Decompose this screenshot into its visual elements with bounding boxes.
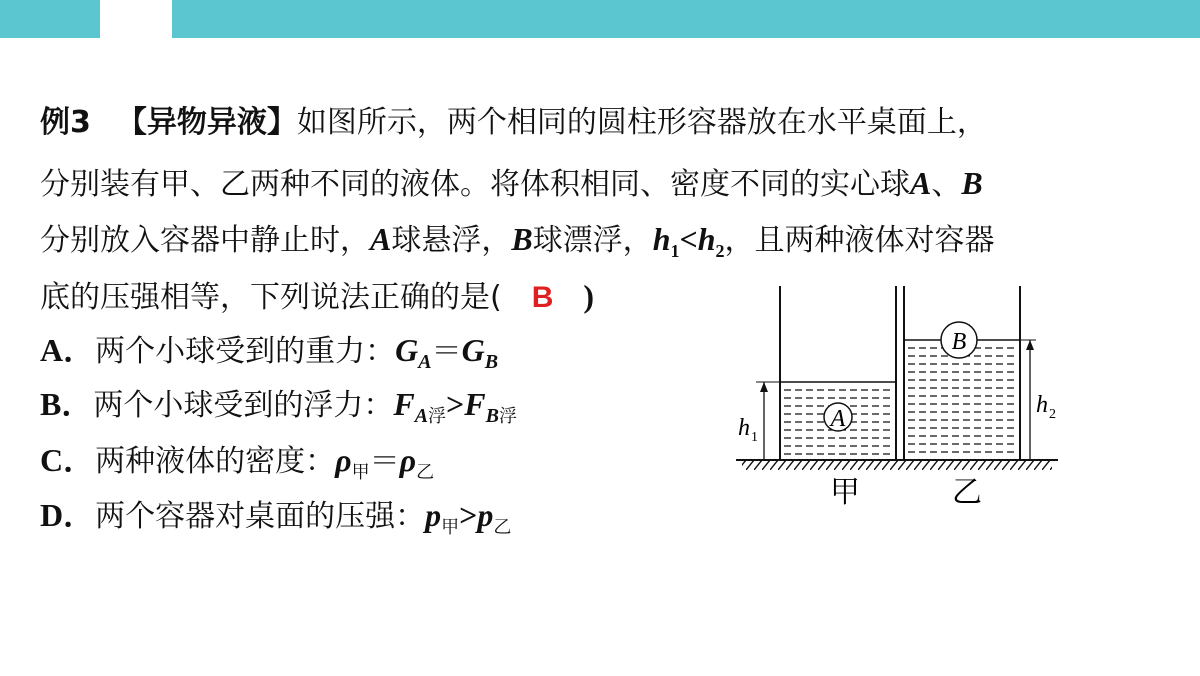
greater-than: > [446, 386, 465, 422]
question-text-2: 分别装有甲、乙两种不同的液体。将体积相同、密度不同的实心球 [40, 167, 910, 202]
g-sub-b: B [484, 351, 499, 373]
label-jia: 甲 [830, 476, 860, 509]
h2-subscript: 2 [715, 241, 725, 261]
equals-2: ＝ [369, 444, 400, 479]
g-symbol-2: G [461, 332, 485, 368]
h1-symbol: h [652, 221, 671, 257]
option-c[interactable] [40, 440, 434, 493]
less-than: < [679, 221, 698, 257]
option-a-label: A． [40, 332, 96, 368]
question-line-4 [40, 276, 594, 318]
ball-a-label-2: A [370, 221, 392, 257]
option-b[interactable] [40, 384, 517, 437]
h2-dimension [1020, 340, 1056, 460]
separator: 、 [931, 167, 962, 202]
p-sub-jia: 甲 [441, 517, 460, 538]
answer-mark: B [531, 281, 554, 314]
greater-than-2: > [459, 497, 478, 533]
option-d-label: D． [40, 497, 96, 533]
question-line-3 [40, 219, 995, 271]
question-tag: 【异物异液】 [116, 105, 297, 140]
header-bar-right [172, 0, 1200, 38]
table-surface [736, 460, 1058, 470]
rho-symbol: ρ [335, 442, 352, 478]
p-symbol-2: p [477, 497, 494, 533]
f-symbol: F [393, 386, 415, 422]
h1-label: h [738, 415, 750, 441]
question-text-4: 底的压强相等，下列说法正确的是( [40, 280, 502, 315]
rho-sub-yi: 乙 [416, 462, 435, 483]
f-symbol-2: F [464, 386, 486, 422]
question-text-3d: ，且两种液体对容器 [724, 223, 995, 258]
rho-sub-jia: 甲 [351, 462, 370, 483]
close-paren: ) [583, 278, 595, 314]
equals: ＝ [431, 334, 462, 369]
g-symbol: G [395, 332, 419, 368]
g-sub-a: A [418, 351, 432, 373]
container-yi [904, 286, 1020, 460]
option-d[interactable] [40, 495, 511, 548]
label-yi: 乙 [952, 476, 982, 509]
h1-sub-label: 1 [751, 430, 758, 445]
ball-a-label: A [910, 165, 932, 201]
question-text-3a: 分别放入容器中静止时， [40, 223, 370, 258]
option-c-text: 两种液体的密度： [95, 444, 336, 479]
option-a-text: 两个小球受到的重力： [95, 334, 396, 369]
option-b-label: B． [40, 386, 94, 422]
p-sub-yi: 乙 [493, 517, 512, 538]
container-jia [780, 286, 896, 460]
ball-b-label: B [961, 165, 983, 201]
f-sub-fu: 浮 [428, 406, 447, 427]
f-sub-a: A [414, 405, 429, 427]
question-text-3b: 球悬浮， [391, 223, 512, 258]
f-sub-b: B [485, 405, 499, 427]
question-line-1 [40, 103, 987, 143]
option-a[interactable] [40, 330, 498, 382]
h2-label: h [1036, 392, 1048, 418]
question-text-1: 如图所示，两个相同的圆柱形容器放在水平桌面上， [296, 105, 987, 140]
rho-symbol-2: ρ [399, 442, 417, 478]
ball-b-label-2: B [511, 221, 533, 257]
option-c-label: C． [40, 442, 96, 478]
question-line-2 [40, 163, 983, 205]
container-figure [730, 280, 1070, 520]
liquid-yi [908, 348, 1016, 452]
h1-subscript: 1 [670, 241, 680, 261]
ball-a-text: A [830, 406, 846, 432]
h2-sub-label: 2 [1049, 407, 1056, 422]
ball-b-text: B [951, 329, 967, 355]
option-b-text: 两个小球受到的浮力： [93, 388, 394, 423]
p-symbol: p [425, 497, 442, 533]
question-text-3c: 球漂浮， [532, 223, 653, 258]
h1-dimension [738, 382, 780, 460]
f-sub-fu-2: 浮 [498, 406, 517, 427]
header-bar-left [0, 0, 100, 38]
question-number: 例3 [40, 105, 91, 140]
h2-symbol: h [697, 221, 716, 257]
option-d-text: 两个容器对桌面的压强： [95, 499, 426, 534]
